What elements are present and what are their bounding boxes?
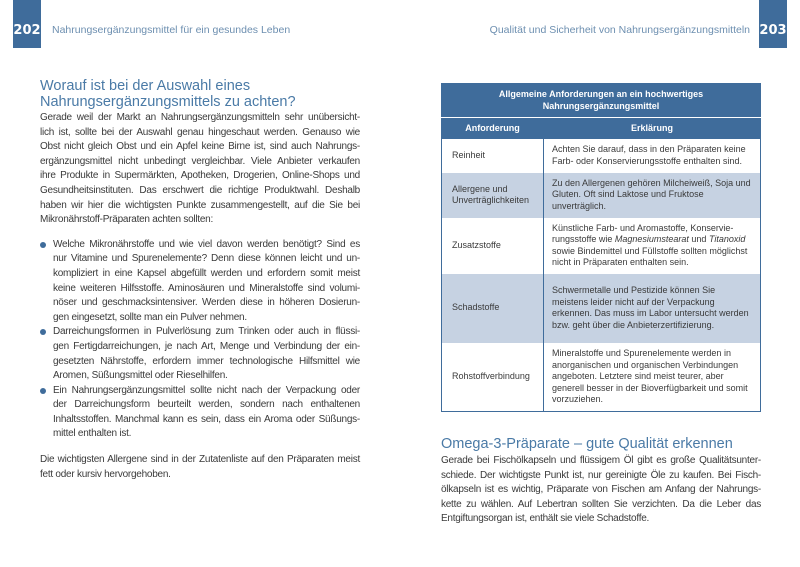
text: und	[688, 234, 709, 244]
heading-line: Worauf ist bei der Auswahl eines	[40, 78, 251, 94]
omega-paragraph	[441, 454, 761, 527]
text-line: Welche Mikronährstoffe und wie viel davon werden benötigt? Sind es	[53, 238, 360, 250]
requirements-table	[441, 83, 761, 412]
text-line: keine weiteren Hilfsstoffe. Aminosäuren und Mineralstoffe sind volumi-	[53, 282, 360, 294]
text-line: mittel enthalten ist.	[53, 428, 132, 440]
table-title: Allgemeine Anforderungen an ein hochwertiges Nahrungsergänzungsmittel	[442, 84, 761, 118]
cell-explanation: Zu den Allergenen gehören Milcheiweiß, Soja und Gluten. Oft sind Laktose und Fruktose unverträglich.	[544, 173, 761, 218]
page-number-left: 202	[13, 0, 41, 48]
text-line: lich ist, sollte bei der Auswahl genau hingeschaut werden. Genauso wie	[40, 126, 360, 138]
table-row	[442, 343, 761, 412]
text-line: ergänzungsmittel nicht unbedingt vergleichbar. Viele Anbieter verkaufen	[40, 155, 360, 167]
cell-requirement: Allergene und Unverträglichkeiten	[442, 173, 544, 218]
text-line: schiede. Der wichtigste Punkt ist, nur gereinigte Öle zu kaufen. Bei Fisch-	[441, 469, 761, 481]
text-line: haben wir hier die wichtigsten Punkte zusammengestellt, auf die Sie bei	[40, 199, 360, 211]
intro-paragraph	[40, 111, 360, 228]
cell-explanation	[544, 218, 761, 274]
bullet-icon	[40, 242, 46, 248]
cell-explanation: Schwermetalle und Pestizide können Sie meistens leider nicht auf der Verpackung erkennen. Das muss im Labor untersucht werden bzw. geht über die Anbieterzertifizierung.	[544, 274, 761, 343]
cell-explanation: Achten Sie darauf, dass in den Präparaten keine Farb- oder Konservierungsstoffe enthalten sind.	[544, 139, 761, 173]
running-head-right: Qualität und Sicherheit von Nahrungsergänzungsmitteln	[489, 24, 750, 36]
text-line: Darreichungsformen in Pulverlösung zum Trinken oder auch in flüssi-	[53, 326, 360, 338]
column-header: Anforderung	[442, 118, 544, 139]
text-line: kompliziert in eine Kapsel abgefüllt werden und erfordern somit meist	[53, 267, 360, 279]
text-line: Inhaltsstoffen. Manchmal kann es sein, dass ein Aroma oder Süßungs-	[53, 413, 360, 425]
text-line: gesetzten Nährstoffe, erfordern immer technologische Hilfsmittel wie	[53, 355, 360, 367]
omega-heading: Omega-3-Präparate – gute Qualität erkennen	[441, 436, 733, 452]
text-line: ölkapseln ist es wichtig, Präparate von Fischen am Anfang der Nahrungs-	[441, 484, 761, 496]
text-line: nur Vitamine und Spurenelemente? Denn diese können leicht und un-	[53, 253, 360, 265]
text-line: Die wichtigsten Allergene sind in der Zutatenliste auf den Präparaten meist	[40, 454, 360, 466]
text-italic: Magnesiumstearat	[614, 234, 689, 244]
text: sowie Bindemittel und Füllstoffe sollten möglichst nicht in Präparaten enthalten sein.	[552, 245, 748, 267]
text-line: der Darreichungsform beurteilt werden, sondern nach enthaltenen	[53, 399, 360, 411]
bullet-icon	[40, 329, 46, 335]
table-row	[442, 173, 761, 218]
text-line: Mikronährstoff-Präparaten achten sollten:	[40, 214, 213, 226]
list-item	[53, 325, 360, 383]
table-row	[442, 139, 761, 173]
text-line: Ein Nahrungsergänzungsmittel sollte nicht nach der Verpackung oder	[53, 384, 360, 396]
text-line: fett oder kursiv hervorgehoben.	[40, 468, 171, 480]
list-item	[53, 384, 360, 442]
list-item	[53, 238, 360, 326]
text-line: nöser und geschmacksintensiver. Werden diese in höheren Dosierun-	[53, 297, 360, 309]
text-line: kette zu wählen. Auf Lebertran sollten Sie verzichten. Da die Leber das	[441, 498, 761, 510]
column-header: Erklärung	[544, 118, 761, 139]
cell-requirement: Zusatzstoffe	[442, 218, 544, 274]
text-line: Obst nicht gleich Obst und ein Apfel keine Birne ist, sind auch Nahrungs-	[40, 141, 360, 153]
cell-requirement: Schadstoffe	[442, 274, 544, 343]
bullet-list	[53, 238, 360, 442]
text-line: gen eingesetzt, sollte man ein Pulver nehmen.	[53, 311, 247, 323]
text-line: Gerade bei Fischölkapseln und flüssigem Öl gibt es große Qualitätsunter-	[441, 455, 761, 466]
text-line: Aromen, Süßungsmittel oder Rieselhilfen.	[53, 370, 228, 382]
text-italic: Titanoxid	[708, 234, 746, 244]
closing-paragraph	[40, 453, 360, 482]
heading-line: Nahrungsergänzungsmittels zu achten?	[40, 94, 296, 110]
text-line: Gerade weil der Markt an Nahrungsergänzungsmitteln sehr unübersicht-	[40, 112, 360, 123]
text: Künstliche Farb- und Aromastoffe, Konservie-rungsstoffe wie	[552, 222, 734, 244]
table-row	[442, 218, 761, 274]
text-line: Entgiftungsorgan ist, enthält sie viele Schadstoffe.	[441, 513, 650, 525]
cell-requirement: Rohstoffverbindung	[442, 343, 544, 412]
left-column	[40, 78, 360, 482]
text-line: ihre Produkte in Supermärkten, Apotheken, Drogerien, Online-Shops und	[40, 170, 360, 182]
text-line: Gesundheitsinstituten. Das erschwert die richtige Produktwahl. Deshalb	[40, 184, 360, 196]
page-number-right: 203	[759, 0, 787, 48]
text-line: gen Fertigdarreichungen, je nach Art, Menge und Verbindung der ein-	[53, 340, 360, 352]
bullet-icon	[40, 388, 46, 394]
table-row	[442, 274, 761, 343]
running-head-left: Nahrungsergänzungsmittel für ein gesundes Leben	[52, 24, 291, 36]
cell-explanation: Mineralstoffe und Spurenelemente werden in anorganischen und organischen Verbindungen angeboten. Letztere sind meist teurer, aber generell besser in der Bioverfügbarkeit und somit vorzuziehen.	[544, 343, 761, 412]
cell-requirement: Reinheit	[442, 139, 544, 173]
section-heading	[40, 78, 360, 110]
right-column	[441, 83, 761, 527]
